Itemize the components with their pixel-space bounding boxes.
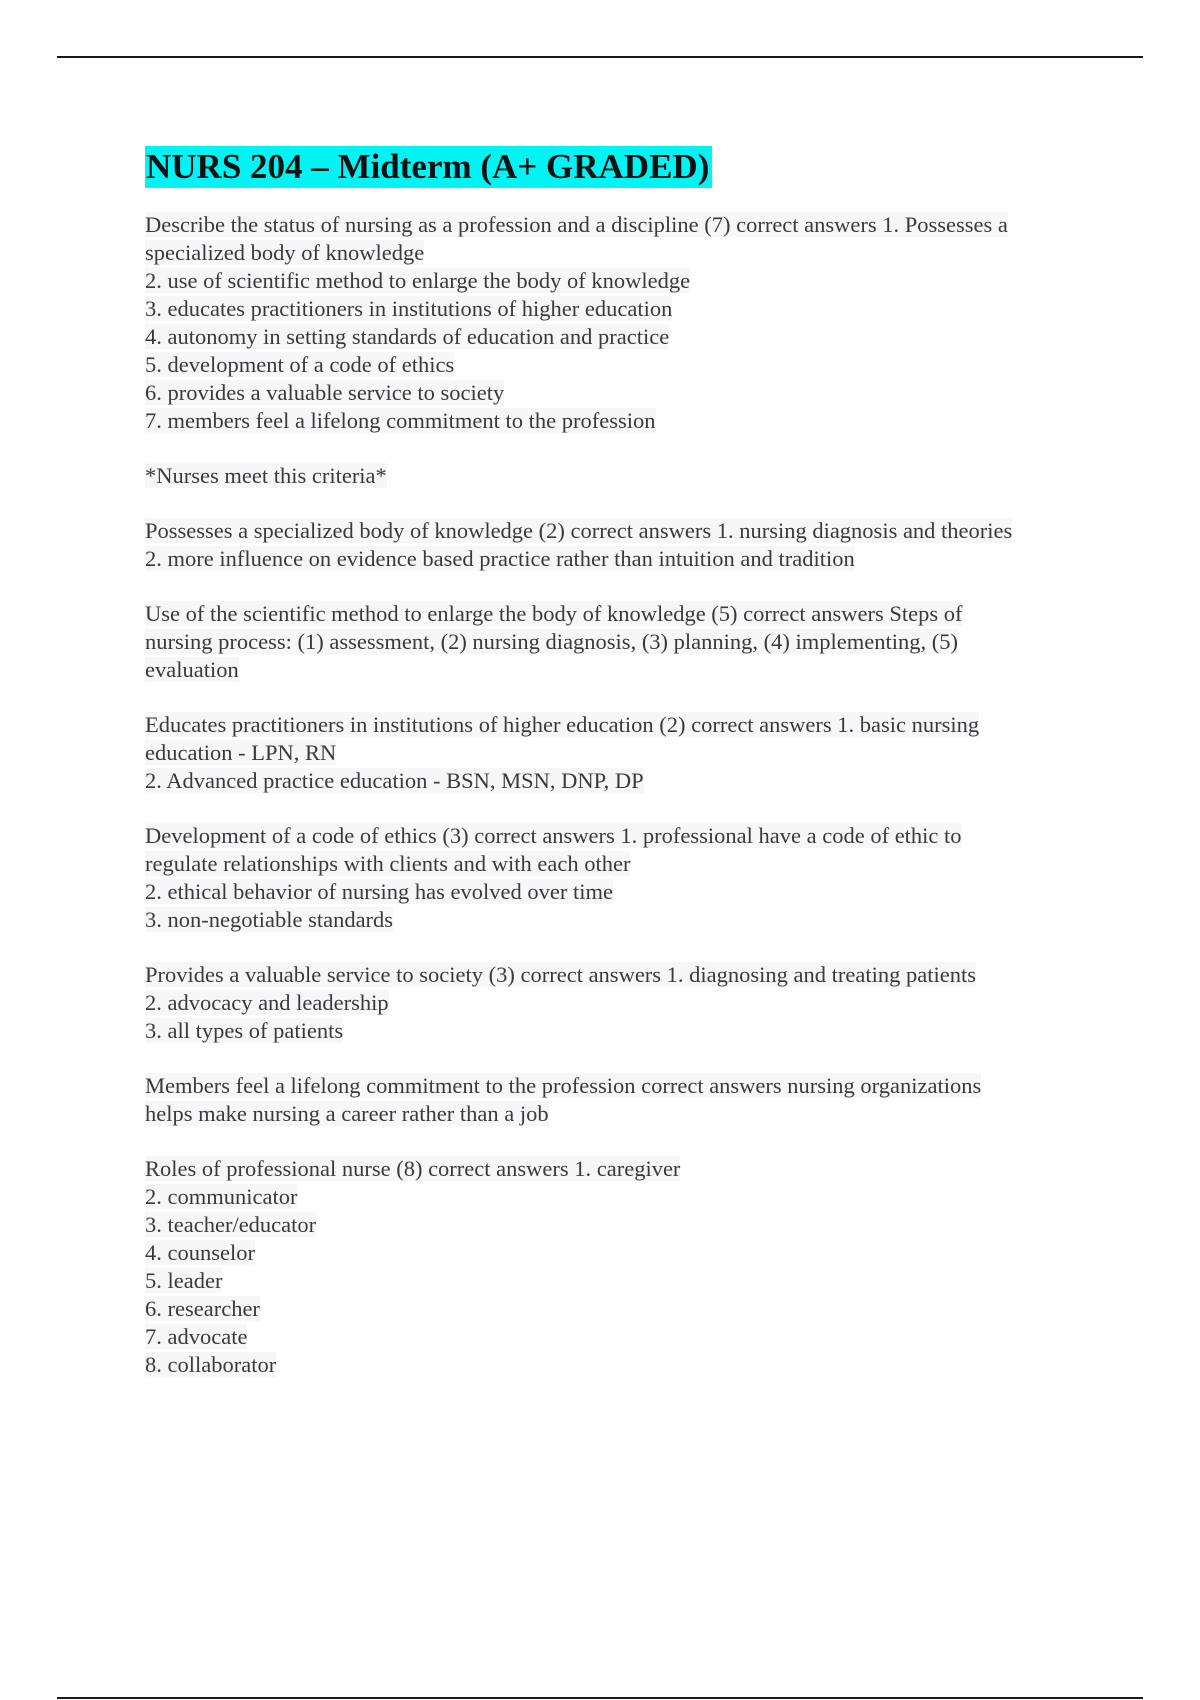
qa-block — [145, 1155, 1105, 1379]
qa-block — [145, 517, 1105, 573]
text-line-content: 4. counselor — [145, 1240, 255, 1265]
text-line — [145, 1323, 1105, 1351]
text-line-content: Provides a valuable service to society (3) correct answers 1. diagnosing and treating patients — [145, 962, 976, 987]
block-spacer — [145, 490, 1105, 517]
document-body — [145, 146, 1105, 1379]
text-line — [145, 517, 1105, 545]
text-line-content: Development of a code of ethics (3) correct answers 1. professional have a code of ethic to — [145, 823, 962, 848]
qa-list — [145, 211, 1105, 1379]
text-line — [145, 906, 1105, 934]
text-line — [145, 711, 1105, 739]
text-line-content: 3. teacher/educator — [145, 1212, 317, 1237]
text-line-content: Roles of professional nurse (8) correct answers 1. caregiver — [145, 1156, 681, 1181]
text-line-content: 3. educates practitioners in institutions of higher education — [145, 296, 673, 321]
text-line — [145, 1211, 1105, 1239]
block-spacer — [145, 573, 1105, 600]
text-line — [145, 850, 1105, 878]
text-line-content: Members feel a lifelong commitment to the profession correct answers nursing organizations — [145, 1073, 982, 1098]
text-line-content: Describe the status of nursing as a profession and a discipline (7) correct answers 1. Possesses a — [145, 212, 1008, 237]
qa-block — [145, 1072, 1105, 1128]
text-line-content: 3. non-negotiable standards — [145, 907, 394, 932]
text-line-content: 7. members feel a lifelong commitment to the profession — [145, 408, 656, 433]
text-line-content: Educates practitioners in institutions of higher education (2) correct answers 1. basic nursing — [145, 712, 980, 737]
text-line — [145, 1351, 1105, 1379]
block-spacer — [145, 1045, 1105, 1072]
text-line-content: 5. leader — [145, 1268, 223, 1293]
qa-block — [145, 822, 1105, 934]
text-line — [145, 989, 1105, 1017]
text-line — [145, 295, 1105, 323]
qa-block — [145, 961, 1105, 1045]
text-line — [145, 1017, 1105, 1045]
text-line — [145, 1072, 1105, 1100]
text-line-content: evaluation — [145, 657, 239, 682]
text-line-content: 2. communicator — [145, 1184, 298, 1209]
block-spacer — [145, 684, 1105, 711]
text-line — [145, 628, 1105, 656]
text-line-content: 5. development of a code of ethics — [145, 352, 455, 377]
text-line-content: 2. advocacy and leadership — [145, 990, 389, 1015]
spacer — [145, 188, 1105, 211]
text-line — [145, 822, 1105, 850]
text-line — [145, 1155, 1105, 1183]
block-spacer — [145, 795, 1105, 822]
text-line-content: education - LPN, RN — [145, 740, 337, 765]
text-line-content: 2. Advanced practice education - BSN, MSN, DNP, DP — [145, 768, 644, 793]
text-line — [145, 211, 1105, 239]
qa-block — [145, 211, 1105, 435]
text-line — [145, 656, 1105, 684]
text-line — [145, 1295, 1105, 1323]
text-line — [145, 1100, 1105, 1128]
text-line-content: Possesses a specialized body of knowledge (2) correct answers 1. nursing diagnosis and theories — [145, 518, 1013, 543]
text-line-content: Use of the scientific method to enlarge the body of knowledge (5) correct answers Steps of — [145, 601, 963, 626]
text-line — [145, 462, 1105, 490]
text-line-content: 6. provides a valuable service to society — [145, 380, 505, 405]
text-line — [145, 323, 1105, 351]
text-line-content: 7. advocate — [145, 1324, 248, 1349]
bottom-rule — [57, 1697, 1143, 1699]
text-line-content: 2. use of scientific method to enlarge the body of knowledge — [145, 268, 691, 293]
block-spacer — [145, 934, 1105, 961]
text-line-content: nursing process: (1) assessment, (2) nursing diagnosis, (3) planning, (4) implementing, (5) — [145, 629, 958, 654]
top-rule — [57, 56, 1143, 58]
text-line — [145, 545, 1105, 573]
text-line — [145, 961, 1105, 989]
text-line — [145, 239, 1105, 267]
text-line — [145, 600, 1105, 628]
text-line-content: *Nurses meet this criteria* — [145, 463, 387, 488]
qa-block — [145, 600, 1105, 684]
text-line — [145, 351, 1105, 379]
text-line — [145, 1183, 1105, 1211]
text-line — [145, 407, 1105, 435]
qa-block — [145, 462, 1105, 490]
text-line — [145, 739, 1105, 767]
text-line-content: 8. collaborator — [145, 1352, 277, 1377]
text-line-content: 2. ethical behavior of nursing has evolved over time — [145, 879, 613, 904]
text-line — [145, 767, 1105, 795]
text-line — [145, 1239, 1105, 1267]
block-spacer — [145, 1128, 1105, 1155]
document-title: NURS 204 – Midterm (A+ GRADED) — [145, 146, 712, 188]
text-line-content: 3. all types of patients — [145, 1018, 344, 1043]
text-line — [145, 379, 1105, 407]
block-spacer — [145, 435, 1105, 462]
text-line-content: regulate relationships with clients and with each other — [145, 851, 631, 876]
text-line-content: helps make nursing a career rather than a job — [145, 1101, 549, 1126]
text-line-content: specialized body of knowledge — [145, 240, 425, 265]
text-line-content: 4. autonomy in setting standards of education and practice — [145, 324, 670, 349]
text-line — [145, 878, 1105, 906]
text-line-content: 2. more influence on evidence based practice rather than intuition and tradition — [145, 546, 855, 571]
text-line-content: 6. researcher — [145, 1296, 260, 1321]
qa-block — [145, 711, 1105, 795]
text-line — [145, 1267, 1105, 1295]
text-line — [145, 267, 1105, 295]
